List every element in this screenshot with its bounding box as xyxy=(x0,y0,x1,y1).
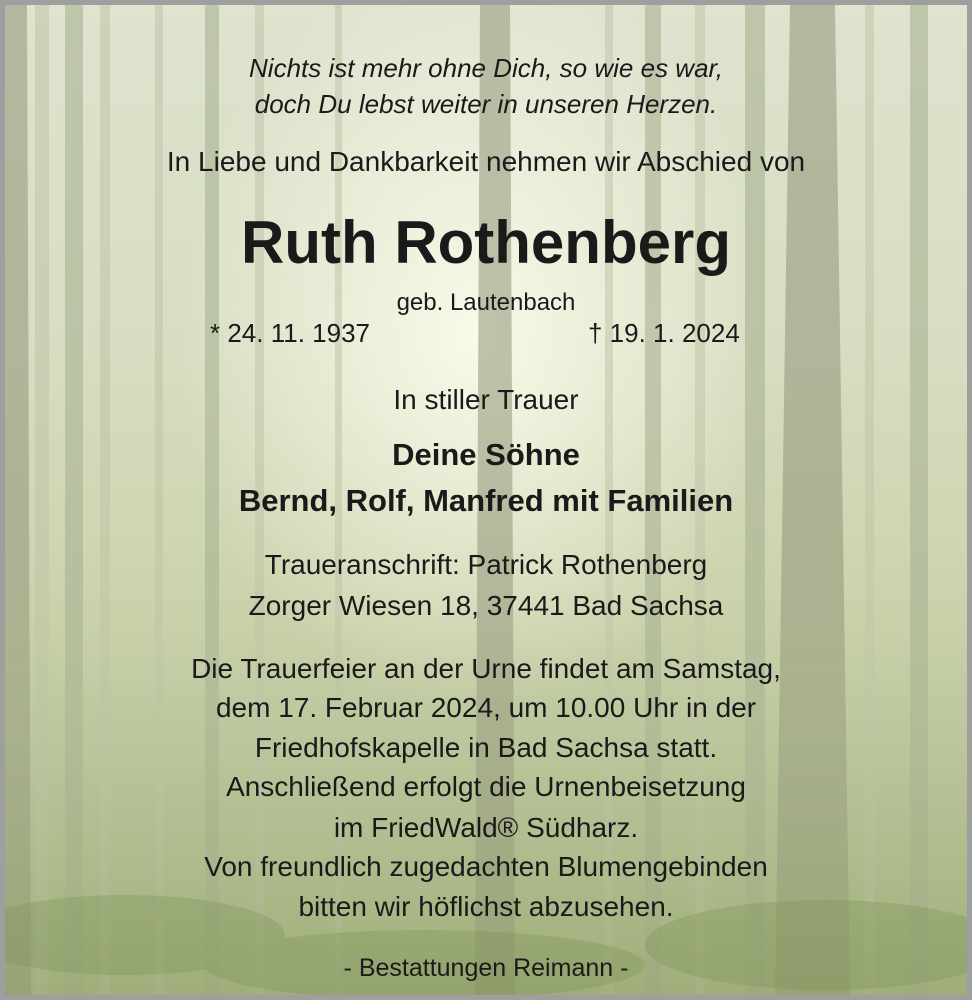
maiden-name: geb. Lautenbach xyxy=(396,289,576,316)
ceremony-line: bitten wir höflichst abzusehen. xyxy=(298,891,674,922)
address-line-1: Traueranschrift: Patrick Rothenberg xyxy=(264,549,708,580)
quote-line-1: Nichts ist mehr ohne Dich, so wie es war, xyxy=(249,53,723,83)
ceremony-line: im FriedWald® Südharz. xyxy=(333,812,639,843)
death-date: † 19. 1. 2024 xyxy=(588,318,740,348)
ceremony-line: Die Trauerfeier an der Urne findet am Samstag, xyxy=(191,653,781,684)
intro-text: In Liebe und Dankbarkeit nehmen wir Abschied von xyxy=(166,146,806,177)
family-line-1: Deine Söhne xyxy=(392,437,580,472)
quote-line-2: doch Du lebst weiter in unseren Herzen. xyxy=(254,89,718,119)
undertaker-name: - Bestattungen Reimann - xyxy=(343,954,629,982)
address-line-2: Zorger Wiesen 18, 37441 Bad Sachsa xyxy=(248,590,724,621)
mourning-phrase: In stiller Trauer xyxy=(393,384,579,415)
deceased-name: Ruth Rothenberg xyxy=(241,209,731,276)
ceremony-line: Von freundlich zugedachten Blumengebinden xyxy=(204,851,768,882)
birth-date: * 24. 11. 1937 xyxy=(210,318,370,348)
ceremony-line: Friedhofskapelle in Bad Sachsa statt. xyxy=(254,732,718,763)
ceremony-line: dem 17. Februar 2024, um 10.00 Uhr in der xyxy=(215,692,757,723)
ceremony-line: Anschließend erfolgt die Urnenbeisetzung xyxy=(226,771,746,802)
family-line-2: Bernd, Rolf, Manfred mit Familien xyxy=(238,483,734,518)
